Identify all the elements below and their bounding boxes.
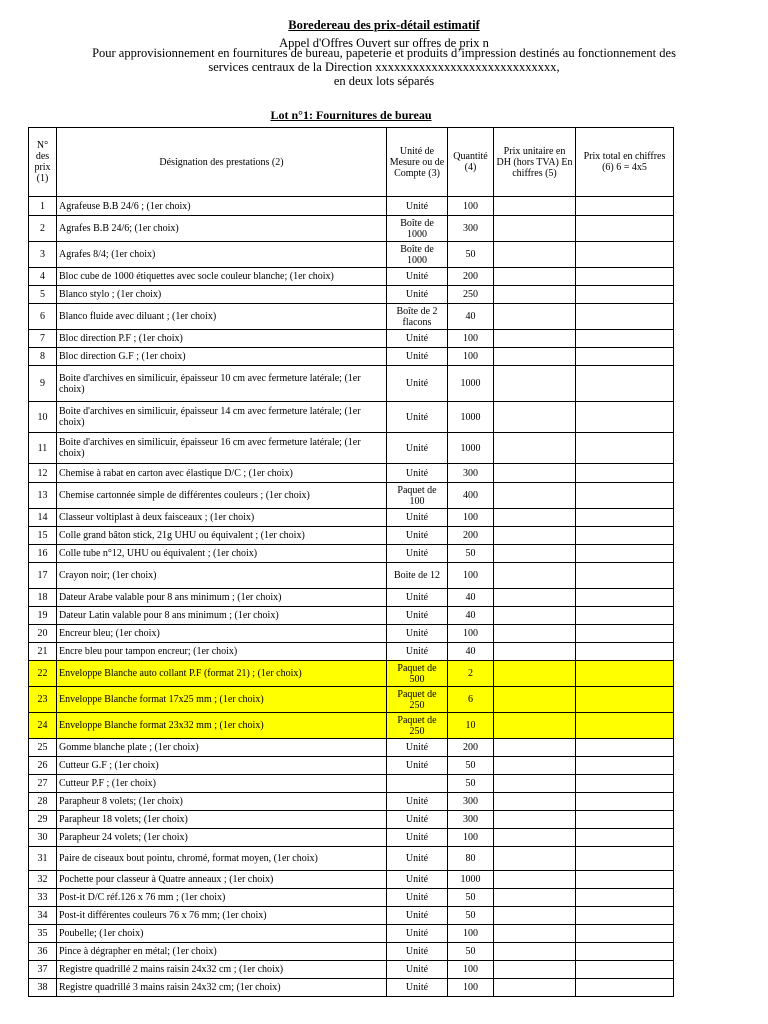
unit-price-cell [494,661,576,687]
unit-price-cell [494,216,576,242]
price-number: 20 [29,625,57,643]
table-row [29,509,674,527]
price-number: 23 [29,687,57,713]
column-header-number: N° des prix (1) [29,128,57,197]
column-header-unit: Unité de Mesure ou de Compte (3) [387,128,448,197]
table-row [29,829,674,847]
unit-price-cell [494,643,576,661]
unit-of-measure: Paquet de 500 [387,661,448,687]
table-row [29,589,674,607]
item-designation: Gomme blanche plate ; (1er choix) [57,739,387,757]
table-row [29,775,674,793]
unit-price-cell [494,563,576,589]
table-row [29,330,674,348]
unit-of-measure: Unité [387,197,448,216]
price-number: 36 [29,943,57,961]
item-designation: Paire de ciseaux bout pointu, chromé, format moyen, (1er choix) [57,847,387,871]
item-designation: Agrafes 8/4; (1er choix) [57,242,387,268]
unit-price-cell [494,811,576,829]
total-price-cell [576,545,674,563]
price-number: 37 [29,961,57,979]
item-designation: Colle tube n°12, UHU ou équivalent ; (1er choix) [57,545,387,563]
total-price-cell [576,366,674,402]
total-price-cell [576,197,674,216]
document-title: Boredereau des prix-détail estimatif [288,18,480,32]
total-price-cell [576,589,674,607]
unit-of-measure: Unité [387,268,448,286]
total-price-cell [576,889,674,907]
item-designation: Bloc cube de 1000 étiquettes avec socle couleur blanche; (1er choix) [57,268,387,286]
price-number: 26 [29,757,57,775]
item-designation: Chemise cartonnée simple de différentes couleurs ; (1er choix) [57,483,387,509]
table-row [29,793,674,811]
quantity: 50 [448,775,494,793]
item-designation: Registre quadrillé 3 mains raisin 24x32 cm; (1er choix) [57,979,387,997]
document-header [0,18,768,89]
total-price-cell [576,979,674,997]
item-designation: Encreur bleu; (1er choix) [57,625,387,643]
price-number: 19 [29,607,57,625]
unit-price-cell [494,687,576,713]
quantity: 50 [448,545,494,563]
unit-price-cell [494,713,576,739]
table-row [29,643,674,661]
total-price-cell [576,268,674,286]
price-number: 10 [29,402,57,433]
unit-price-cell [494,889,576,907]
unit-of-measure: Unité [387,907,448,925]
quantity: 50 [448,242,494,268]
table-row [29,713,674,739]
price-number: 29 [29,811,57,829]
item-designation: Enveloppe Blanche format 23x32 mm ; (1er choix) [57,713,387,739]
tender-lots-line: en deux lots séparés [333,74,435,88]
total-price-cell [576,871,674,889]
item-designation: Bloc direction P.F ; (1er choix) [57,330,387,348]
total-price-cell [576,527,674,545]
total-price-cell [576,625,674,643]
table-row [29,402,674,433]
quantity: 40 [448,589,494,607]
item-designation: Blanco fluide avec diluant ; (1er choix) [57,304,387,330]
price-number: 9 [29,366,57,402]
price-number: 32 [29,871,57,889]
item-designation: Pochette pour classeur à Quatre anneaux ; (1er choix) [57,871,387,889]
unit-of-measure: Boîte de 1000 [387,216,448,242]
quantity: 400 [448,483,494,509]
unit-price-cell [494,197,576,216]
quantity: 100 [448,961,494,979]
item-designation: Post-it différentes couleurs 76 x 76 mm; (1er choix) [57,907,387,925]
item-designation: Agrafes B.B 24/6; (1er choix) [57,216,387,242]
total-price-cell [576,643,674,661]
table-row [29,907,674,925]
unit-price-cell [494,464,576,483]
unit-price-cell [494,943,576,961]
price-number: 21 [29,643,57,661]
item-designation: Registre quadrillé 2 mains raisin 24x32 cm ; (1er choix) [57,961,387,979]
tender-purpose-line: Pour approvisionnement en fournitures de bureau, papeterie et produits d’impression destinés au fonctionnement des [92,46,676,60]
unit-of-measure: Unité [387,509,448,527]
unit-of-measure: Boite de 12 [387,563,448,589]
total-price-cell [576,847,674,871]
unit-of-measure: Unité [387,402,448,433]
quantity: 300 [448,793,494,811]
unit-of-measure: Unité [387,847,448,871]
item-designation: Dateur Arabe valable pour 8 ans minimum ; (1er choix) [57,589,387,607]
item-designation: Post-it D/C réf.126 x 76 mm ; (1er choix) [57,889,387,907]
quantity: 1000 [448,871,494,889]
total-price-cell [576,242,674,268]
quantity: 200 [448,739,494,757]
quantity: 100 [448,925,494,943]
price-number: 3 [29,242,57,268]
quantity: 2 [448,661,494,687]
price-number: 13 [29,483,57,509]
total-price-cell [576,433,674,464]
unit-price-cell [494,847,576,871]
table-header-row [29,128,674,197]
quantity: 40 [448,304,494,330]
unit-of-measure: Unité [387,433,448,464]
quantity: 100 [448,563,494,589]
unit-price-cell [494,268,576,286]
price-number: 11 [29,433,57,464]
table-row [29,433,674,464]
unit-of-measure: Unité [387,793,448,811]
item-designation: Blanco stylo ; (1er choix) [57,286,387,304]
quantity: 100 [448,197,494,216]
unit-of-measure: Paquet de 250 [387,687,448,713]
total-price-cell [576,464,674,483]
table-row [29,739,674,757]
price-number: 35 [29,925,57,943]
quantity: 1000 [448,433,494,464]
unit-price-cell [494,607,576,625]
item-designation: Boite d'archives en similicuir, épaisseur 14 cm avec fermeture latérale; (1er choix) [57,402,387,433]
unit-of-measure: Unité [387,545,448,563]
item-designation: Bloc direction G.F ; (1er choix) [57,348,387,366]
item-designation: Parapheur 8 volets; (1er choix) [57,793,387,811]
total-price-cell [576,829,674,847]
total-price-cell [576,775,674,793]
price-number: 34 [29,907,57,925]
unit-of-measure: Paquet de 250 [387,713,448,739]
item-designation: Cutteur G.F ; (1er choix) [57,757,387,775]
price-number: 5 [29,286,57,304]
column-header-unit-price: Prix unitaire en DH (hors TVA) En chiffres (5) [494,128,576,197]
unit-price-cell [494,304,576,330]
unit-of-measure: Unité [387,889,448,907]
table-row [29,483,674,509]
price-schedule-table [28,127,674,997]
table-row [29,348,674,366]
unit-price-cell [494,402,576,433]
unit-of-measure: Unité [387,943,448,961]
unit-price-cell [494,829,576,847]
total-price-cell [576,348,674,366]
table-row [29,871,674,889]
unit-of-measure: Paquet de 100 [387,483,448,509]
price-number: 24 [29,713,57,739]
total-price-cell [576,509,674,527]
unit-price-cell [494,330,576,348]
unit-of-measure: Unité [387,739,448,757]
unit-price-cell [494,545,576,563]
table-row [29,242,674,268]
total-price-cell [576,811,674,829]
unit-of-measure [387,775,448,793]
item-designation: Cutteur P.F ; (1er choix) [57,775,387,793]
item-designation: Crayon noir; (1er choix) [57,563,387,589]
quantity: 100 [448,829,494,847]
table-row [29,757,674,775]
item-designation: Parapheur 24 volets; (1er choix) [57,829,387,847]
unit-of-measure: Unité [387,607,448,625]
quantity: 1000 [448,366,494,402]
item-designation: Colle grand bâton stick, 21g UHU ou équivalent ; (1er choix) [57,527,387,545]
quantity: 10 [448,713,494,739]
item-designation: Boite d'archives en similicuir, épaisseur 10 cm avec fermeture latérale; (1er choix) [57,366,387,402]
unit-of-measure: Boîte de 2 flacons [387,304,448,330]
price-number: 27 [29,775,57,793]
unit-of-measure: Unité [387,643,448,661]
unit-of-measure: Unité [387,366,448,402]
quantity: 100 [448,330,494,348]
unit-of-measure: Unité [387,979,448,997]
unit-price-cell [494,433,576,464]
quantity: 80 [448,847,494,871]
unit-price-cell [494,625,576,643]
table-row [29,464,674,483]
unit-of-measure: Unité [387,625,448,643]
item-designation: Encre bleu pour tampon encreur; (1er choix) [57,643,387,661]
price-number: 15 [29,527,57,545]
unit-price-cell [494,871,576,889]
column-header-total-price: Prix total en chiffres (6) 6 = 4x5 [576,128,674,197]
price-number: 28 [29,793,57,811]
total-price-cell [576,907,674,925]
quantity: 300 [448,464,494,483]
unit-price-cell [494,366,576,402]
unit-price-cell [494,925,576,943]
item-designation: Agrafeuse B.B 24/6 ; (1er choix) [57,197,387,216]
item-designation: Poubelle; (1er choix) [57,925,387,943]
unit-of-measure: Unité [387,961,448,979]
quantity: 100 [448,979,494,997]
item-designation: Pince à dégrapher en métal; (1er choix) [57,943,387,961]
quantity: 50 [448,757,494,775]
table-row [29,889,674,907]
total-price-cell [576,216,674,242]
quantity: 250 [448,286,494,304]
price-number: 4 [29,268,57,286]
table-row [29,197,674,216]
unit-of-measure: Unité [387,286,448,304]
unit-price-cell [494,775,576,793]
price-number: 38 [29,979,57,997]
tender-direction-line: services centraux de la Direction xxxxxxxxxxxxxxxxxxxxxxxxxxxxx, [208,60,560,74]
total-price-cell [576,304,674,330]
total-price-cell [576,961,674,979]
quantity: 100 [448,625,494,643]
total-price-cell [576,925,674,943]
quantity: 40 [448,643,494,661]
total-price-cell [576,563,674,589]
price-number: 12 [29,464,57,483]
total-price-cell [576,402,674,433]
price-number: 14 [29,509,57,527]
price-number: 16 [29,545,57,563]
item-designation: Classeur voltiplast à deux faisceaux ; (1er choix) [57,509,387,527]
item-designation: Boite d'archives en similicuir, épaisseur 16 cm avec fermeture latérale; (1er choix) [57,433,387,464]
unit-price-cell [494,286,576,304]
unit-of-measure: Unité [387,925,448,943]
price-number: 33 [29,889,57,907]
table-row [29,687,674,713]
table-row [29,943,674,961]
unit-price-cell [494,589,576,607]
quantity: 1000 [448,402,494,433]
unit-price-cell [494,242,576,268]
quantity: 200 [448,527,494,545]
table-row [29,545,674,563]
price-number: 2 [29,216,57,242]
table-row [29,268,674,286]
table-row [29,811,674,829]
table-row [29,286,674,304]
price-number: 8 [29,348,57,366]
quantity: 100 [448,348,494,366]
table-row [29,661,674,687]
unit-of-measure: Unité [387,330,448,348]
quantity: 50 [448,943,494,961]
unit-of-measure: Unité [387,589,448,607]
total-price-cell [576,483,674,509]
table-row [29,304,674,330]
table-row [29,563,674,589]
total-price-cell [576,713,674,739]
unit-of-measure: Unité [387,348,448,366]
item-designation: Enveloppe Blanche format 17x25 mm ; (1er choix) [57,687,387,713]
table-row [29,366,674,402]
total-price-cell [576,661,674,687]
unit-of-measure: Unité [387,757,448,775]
quantity: 200 [448,268,494,286]
table-row [29,527,674,545]
table-row [29,607,674,625]
unit-price-cell [494,483,576,509]
price-number: 30 [29,829,57,847]
table-row [29,961,674,979]
unit-price-cell [494,979,576,997]
unit-price-cell [494,739,576,757]
unit-of-measure: Unité [387,829,448,847]
quantity: 40 [448,607,494,625]
price-number: 25 [29,739,57,757]
table-row [29,925,674,943]
price-number: 7 [29,330,57,348]
total-price-cell [576,286,674,304]
unit-price-cell [494,509,576,527]
total-price-cell [576,757,674,775]
item-designation: Enveloppe Blanche auto collant P.F (format 21) ; (1er choix) [57,661,387,687]
total-price-cell [576,739,674,757]
lot-title: Lot n°1: Fournitures de bureau [270,108,432,122]
item-designation: Parapheur 18 volets; (1er choix) [57,811,387,829]
unit-price-cell [494,757,576,775]
table-row [29,847,674,871]
unit-price-cell [494,793,576,811]
quantity: 300 [448,811,494,829]
price-number: 6 [29,304,57,330]
quantity: 50 [448,907,494,925]
unit-of-measure: Unité [387,527,448,545]
table-row [29,979,674,997]
price-number: 18 [29,589,57,607]
unit-of-measure: Boîte de 1000 [387,242,448,268]
price-number: 22 [29,661,57,687]
item-designation: Chemise à rabat en carton avec élastique D/C ; (1er choix) [57,464,387,483]
unit-of-measure: Unité [387,871,448,889]
unit-price-cell [494,527,576,545]
total-price-cell [576,330,674,348]
total-price-cell [576,687,674,713]
column-header-designation: Désignation des prestations (2) [57,128,387,197]
unit-price-cell [494,907,576,925]
item-designation: Dateur Latin valable pour 8 ans minimum ; (1er choix) [57,607,387,625]
total-price-cell [576,943,674,961]
column-header-quantity: Quantité (4) [448,128,494,197]
quantity: 100 [448,509,494,527]
price-number: 1 [29,197,57,216]
unit-price-cell [494,348,576,366]
unit-of-measure: Unité [387,811,448,829]
table-row [29,625,674,643]
price-number: 31 [29,847,57,871]
table-row [29,216,674,242]
quantity: 6 [448,687,494,713]
unit-price-cell [494,961,576,979]
total-price-cell [576,793,674,811]
quantity: 300 [448,216,494,242]
quantity: 50 [448,889,494,907]
tender-subtitle: Appel d'Offres Ouvert sur offres de prix n [279,36,489,50]
unit-of-measure: Unité [387,464,448,483]
total-price-cell [576,607,674,625]
price-number: 17 [29,563,57,589]
